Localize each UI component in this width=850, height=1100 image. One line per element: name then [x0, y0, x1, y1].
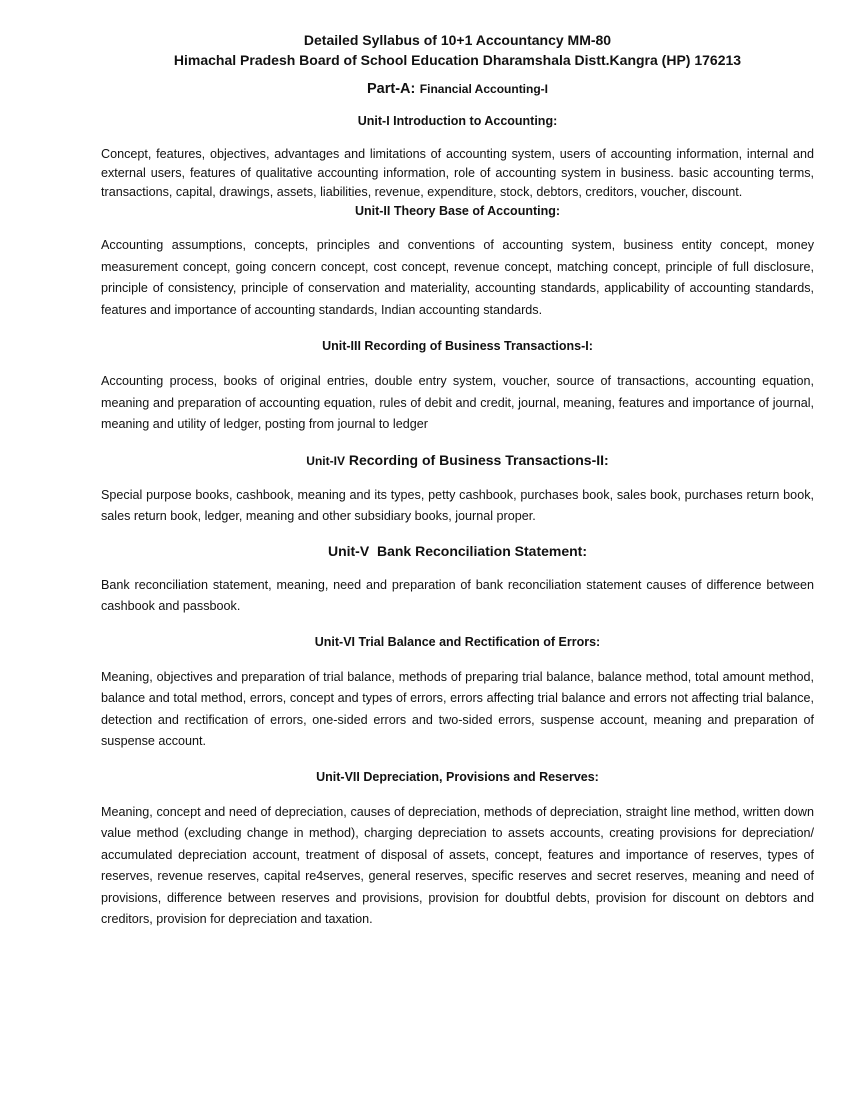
unit-5-body: Bank reconciliation statement, meaning, need and preparation of bank reconciliation statement causes of difference between cashbook and passbook.: [101, 577, 814, 613]
unit-6-body: Meaning, objectives and preparation of trial balance, methods of preparing trial balance, balance method, total amount method, balance and total method, errors, concept and types of errors, errors affecting trial balance and errors not affecting trial balance, detection and rectification of errors, one-sided errors and two-sided errors, suspense account, meaning and preparation of suspense account.: [101, 669, 814, 748]
part-heading: [101, 79, 814, 99]
unit-1-heading: Unit-I Introduction to Accounting:: [357, 114, 558, 128]
part-label: Part-A:: [366, 81, 416, 97]
unit-4-heading: [101, 451, 814, 470]
unit-6-heading: Unit-VI Trial Balance and Rectification of Errors:: [314, 634, 601, 649]
unit-7-body: Meaning, concept and need of depreciation, causes of depreciation, methods of depreciation, straight line method, written down value method (excluding change in method), charging depreciation to assets accounts, creating provisions for depreciation/ accumulated depreciation account, treatment of disposal of assets, concept, features and importance of reserves, types of reserves, revenue reserves, capital re4serves, general reserves, specific reserves and secret reserves, meaning and need of provisions, difference between reserves and provisions, provision for doubtful debts, provision for discount on debtors and creditors, provision for depreciation and taxation.: [101, 804, 814, 926]
unit-2-body: Accounting assumptions, concepts, principles and conventions of accounting system, business entity concept, money measurement concept, going concern concept, cost concept, revenue concept, matching concept, principle of full disclosure, principle of consistency, principle of conservation and materiality, accounting standards, applicability of accounting standards, features and importance of accounting standards, Indian accounting standards.: [101, 238, 814, 317]
unit-2-heading: Unit-II Theory Base of Accounting:: [354, 204, 561, 218]
part-name: Financial Accounting-I: [419, 82, 549, 96]
unit-3-heading: Unit-III Recording of Business Transactions-I:: [322, 339, 593, 353]
unit-4-heading-prefix: Unit-IV: [306, 453, 345, 468]
document-title-line1: Detailed Syllabus of 10+1 Accountancy MM-80: [303, 32, 612, 48]
unit-3-body: Accounting process, books of original entries, double entry system, voucher, source of transactions, accounting equation, meaning and preparation of accounting equation, rules of debit and credit, journal, meaning, features and importance of journal, meaning and utility of ledger, posting from journal to ledger: [101, 374, 814, 431]
unit-7-heading: Unit-VII Depreciation, Provisions and Reserves:: [316, 769, 599, 784]
unit-5-heading: Unit-V Bank Reconciliation Statement:: [327, 542, 588, 559]
document-content: [101, 30, 814, 931]
unit-1-body: Concept, features, objectives, advantages and limitations of accounting system, users of accounting information, internal and external users, features of qualitative accounting information, role of accounting system in business. basic accounting terms, transactions, capital, drawings, assets, liabilities, revenue, expenditure, stock, debtors, creditors, voucher, discount.: [101, 147, 814, 199]
document-title-line2: Himachal Pradesh Board of School Education Dharamshala Distt.Kangra (HP) 176213: [173, 52, 742, 68]
unit-4-heading-title: Recording of Business Transactions-II:: [348, 451, 609, 468]
unit-4-body: Special purpose books, cashbook, meaning and its types, petty cashbook, purchases book, sales book, purchases return book, sales return book, ledger, meaning and other subsidiary books, journal proper.: [101, 487, 814, 523]
